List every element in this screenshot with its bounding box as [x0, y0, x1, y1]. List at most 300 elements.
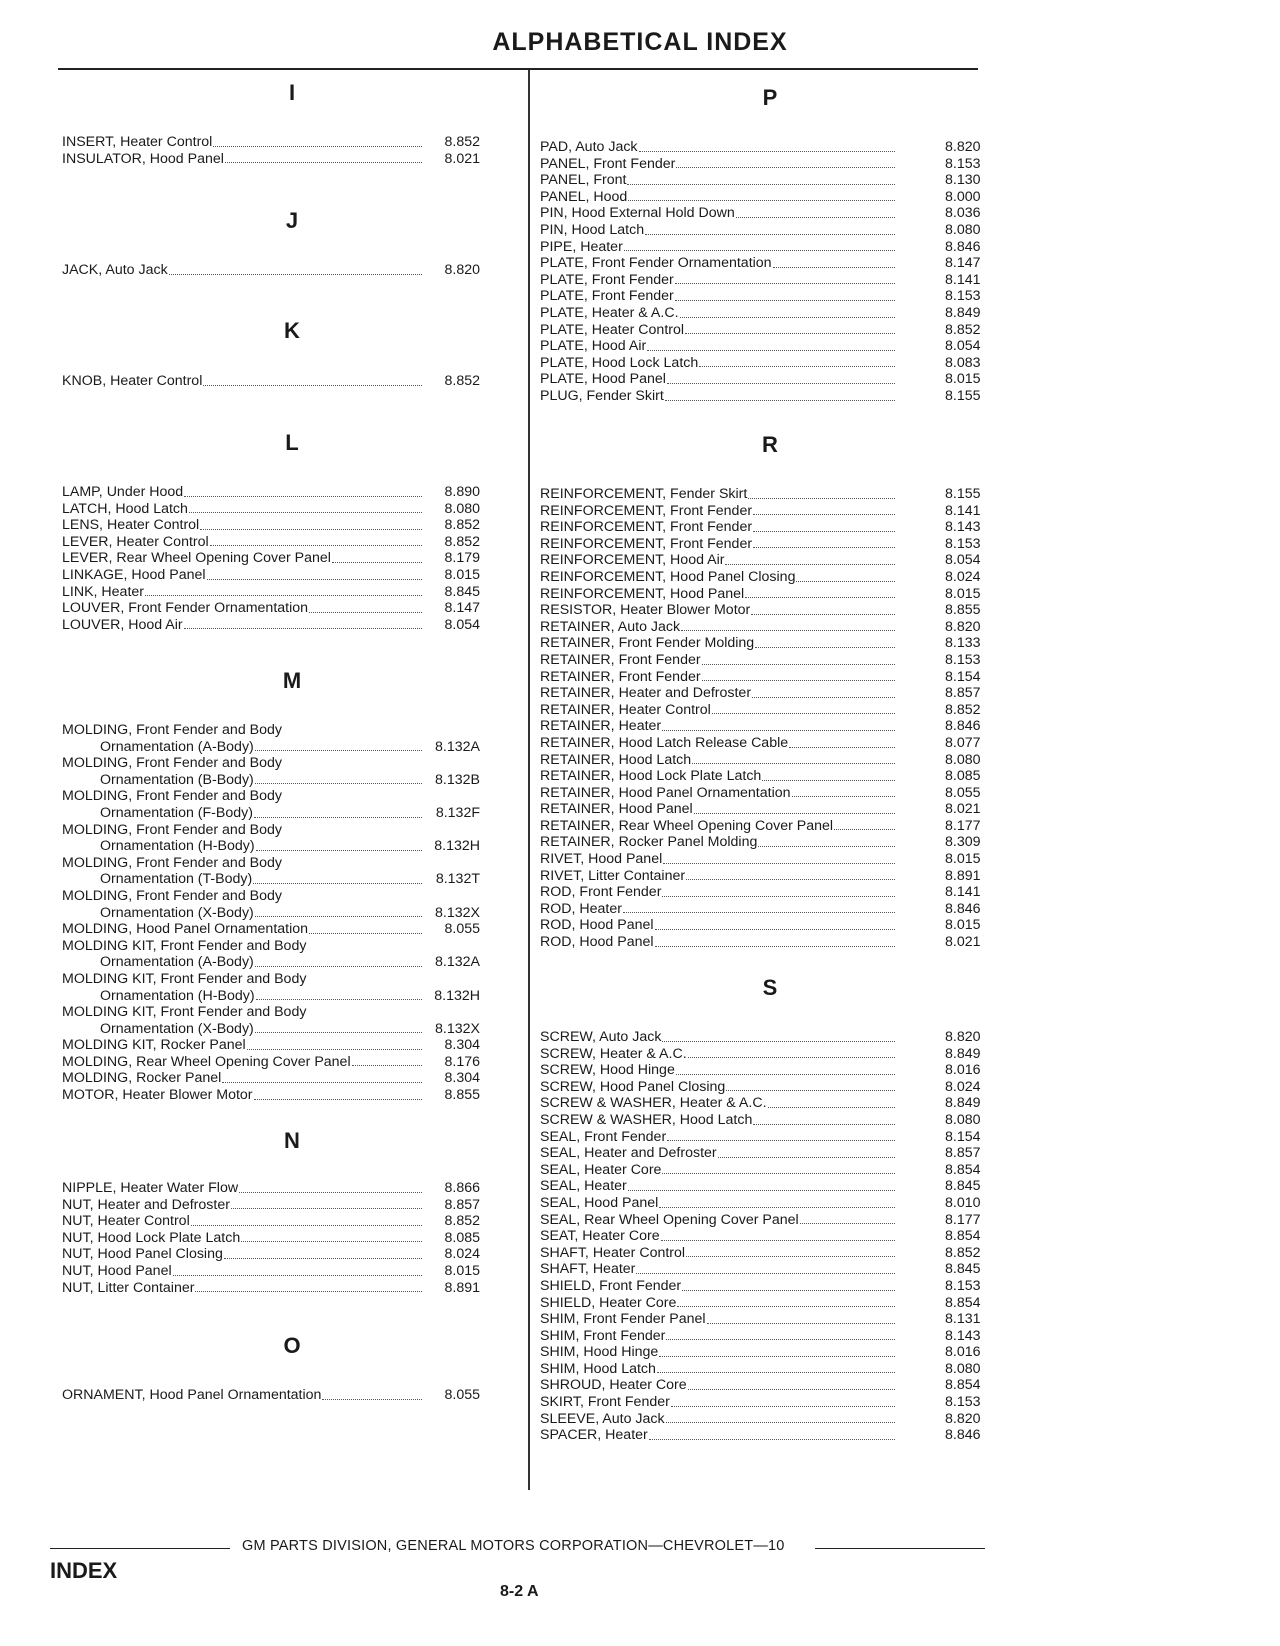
entry-page: 8.890 [444, 484, 480, 500]
entry-name: SEAT, Heater Core [540, 1228, 660, 1245]
dot-leader [169, 274, 422, 275]
entry-page: 8.132F [435, 804, 480, 821]
dot-leader [675, 283, 895, 284]
entry-name: PLATE, Heater Control [540, 321, 685, 338]
entry-page: 8.179 [444, 550, 480, 567]
entry-page: 8.147 [444, 600, 480, 617]
entry-page: 8.077 [945, 734, 981, 751]
entry-name: LOUVER, Hood Air [62, 616, 183, 633]
entry-page: 8.131 [945, 1311, 981, 1328]
dot-leader [254, 1099, 422, 1100]
entry-name: RETAINER, Hood Lock Plate Latch [540, 768, 762, 785]
entry-name: PLATE, Front Fender Ornamentation [540, 255, 772, 272]
entry-page: 8.024 [945, 1078, 981, 1095]
entry-name: MOTOR, Heater Blower Motor [62, 1087, 253, 1104]
entry-name: SEAL, Front Fender [540, 1128, 667, 1145]
dot-leader [255, 966, 422, 967]
section-letter-r: R [762, 432, 778, 457]
index-entry [62, 584, 480, 601]
entry-list-i [62, 134, 480, 167]
entry-name: RETAINER, Rear Wheel Opening Cover Panel [540, 817, 834, 834]
dot-leader [712, 713, 895, 714]
index-entry [62, 938, 480, 955]
entry-name: REINFORCEMENT, Hood Panel [540, 585, 745, 602]
index-entry [62, 888, 480, 905]
index-entry [540, 884, 997, 901]
dot-leader [662, 896, 895, 897]
entry-page: 8.820 [945, 139, 981, 155]
entry-page: 8.055 [444, 921, 480, 938]
index-entry [540, 1062, 997, 1079]
entry-page: 8.132B [435, 771, 480, 788]
index-entry [62, 1197, 480, 1214]
entry-name: NUT, Hood Panel [62, 1262, 172, 1279]
entry-page: 8.021 [945, 934, 981, 951]
index-entry [62, 550, 480, 567]
entry-name: SCREW & WASHER, Heater & A.C. [540, 1095, 767, 1112]
entry-page: 8.153 [945, 535, 981, 552]
entry-name: SEAL, Heater and Defroster [540, 1145, 717, 1162]
dot-leader [322, 1399, 422, 1400]
entry-name: MOLDING, Rocker Panel [62, 1070, 222, 1087]
dot-leader [184, 628, 422, 629]
entry-name: SEAL, Hood Panel [540, 1194, 659, 1211]
dot-leader [241, 1241, 422, 1242]
entry-name: SHROUD, Heater Core [540, 1377, 687, 1394]
entry-page: 8.132X [435, 1020, 480, 1037]
entry-page: 8.016 [945, 1344, 981, 1361]
entry-page: 8.854 [945, 1161, 981, 1178]
entry-name: SKIRT, Front Fender [540, 1394, 670, 1411]
dot-leader [748, 498, 895, 499]
entry-name: ROD, Heater [540, 900, 622, 917]
entry-page: 8.820 [945, 1410, 981, 1427]
dot-leader [195, 1291, 422, 1292]
entry-name: NUT, Hood Lock Plate Latch [62, 1229, 241, 1246]
entry-page: 8.154 [945, 668, 981, 685]
dot-leader [796, 581, 895, 582]
entry-name: SCREW & WASHER, Hood Latch [540, 1111, 753, 1128]
dot-leader [681, 630, 895, 631]
entry-page: 8.080 [945, 1360, 981, 1377]
entry-name: LINKAGE, Hood Panel [62, 566, 206, 583]
index-entry [540, 1295, 997, 1312]
index-entry [540, 1079, 997, 1096]
entry-page: 8.845 [444, 583, 480, 600]
entry-name: PLATE, Heater & A.C. [540, 304, 679, 321]
section-letter-o: O [283, 1333, 301, 1358]
index-entry [540, 1411, 997, 1428]
entry-page: 8.000 [945, 188, 981, 205]
entry-name: NUT, Litter Container [62, 1279, 195, 1296]
entry-name: PIPE, Heater [540, 238, 623, 255]
entry-page: 8.866 [444, 1180, 480, 1196]
entry-page: 8.015 [945, 585, 981, 602]
dot-leader [224, 1258, 422, 1259]
entry-name: MOLDING, Rear Wheel Opening Cover Panel [62, 1053, 351, 1070]
index-entry [62, 1387, 480, 1404]
dot-leader [628, 200, 895, 201]
index-entry [540, 1377, 997, 1394]
index-entry [540, 586, 997, 603]
index-entry [540, 868, 997, 885]
index-entry [540, 1311, 997, 1328]
entry-name: RETAINER, Front Fender [540, 668, 701, 685]
entry-page: 8.304 [444, 1037, 480, 1054]
index-entry [540, 205, 997, 222]
index-entry [540, 934, 997, 951]
entry-page: 8.016 [945, 1062, 981, 1079]
index-entry [540, 371, 997, 388]
entry-page: 8.143 [945, 1327, 981, 1344]
entry-name: SHAFT, Heater [540, 1261, 636, 1278]
entry-name: SEAL, Heater Core [540, 1161, 662, 1178]
index-entry [62, 1021, 480, 1038]
index-entry [540, 752, 997, 769]
column-divider [528, 70, 530, 1490]
entry-page: 8.177 [945, 1211, 981, 1228]
index-entry [62, 1246, 480, 1263]
dot-leader [682, 1290, 895, 1291]
entry-page: 8.021 [945, 801, 981, 818]
entry-page: 8.852 [945, 321, 981, 338]
dot-leader [655, 929, 895, 930]
entry-name: SHIELD, Front Fender [540, 1277, 682, 1294]
index-entry [540, 305, 997, 322]
entry-page: 8.133 [945, 635, 981, 652]
entry-page: 8.141 [945, 502, 981, 519]
entry-name: MOLDING, Front Fender and Body [62, 788, 282, 805]
entry-name: RETAINER, Hood Panel [540, 801, 693, 818]
index-entry [540, 272, 997, 289]
entry-name: Ornamentation (H-Body) [100, 987, 255, 1004]
entry-page: 8.085 [945, 768, 981, 785]
entry-page: 8.857 [444, 1196, 480, 1213]
index-entry [62, 1054, 480, 1071]
index-entry [540, 156, 997, 173]
index-entry [540, 635, 997, 652]
dot-leader [688, 1389, 895, 1390]
entry-name: LOUVER, Front Fender Ornamentation [62, 600, 309, 617]
entry-name: LINK, Heater [62, 583, 145, 600]
dot-leader [247, 1049, 422, 1050]
entry-name: Ornamentation (F-Body) [100, 804, 253, 821]
index-entry [540, 818, 997, 835]
dot-leader [758, 846, 895, 847]
entry-name: SCREW, Hood Hinge [540, 1062, 675, 1079]
dot-leader [666, 1422, 895, 1423]
entry-name: JACK, Auto Jack [62, 262, 168, 278]
index-entry [540, 901, 997, 918]
entry-name: PLATE, Hood Panel [540, 371, 666, 388]
footer-rule-left [50, 1548, 230, 1549]
entry-page: 8.153 [945, 1394, 981, 1411]
dot-leader [210, 545, 422, 546]
entry-name: Ornamentation (B-Body) [100, 771, 254, 788]
index-entry [62, 755, 480, 772]
entry-page: 8.891 [444, 1279, 480, 1296]
index-entry [540, 338, 997, 355]
entry-page: 8.055 [444, 1387, 480, 1403]
dot-leader [231, 1208, 422, 1209]
dot-leader [692, 763, 895, 764]
index-entry [540, 702, 997, 719]
index-entry [62, 1087, 480, 1104]
entry-name: REINFORCEMENT, Fender Skirt [540, 486, 748, 502]
index-entry [540, 1261, 997, 1278]
entry-page: 8.132X [435, 904, 480, 921]
entry-page: 8.846 [945, 900, 981, 917]
entry-name: MOLDING, Front Fender and Body [62, 854, 282, 871]
entry-name: Ornamentation (X-Body) [100, 904, 254, 921]
index-entry [62, 871, 480, 888]
index-entry [540, 834, 997, 851]
entry-page: 8.155 [945, 486, 981, 502]
index-entry [540, 1212, 997, 1229]
entry-name: RETAINER, Front Fender [540, 651, 701, 668]
entry-page: 8.891 [945, 867, 981, 884]
index-entry [540, 652, 997, 669]
entry-name: MOLDING KIT, Rocker Panel [62, 1037, 246, 1054]
entry-name: LEVER, Heater Control [62, 533, 209, 550]
section-letter-s: S [762, 975, 778, 1000]
index-entry [540, 569, 997, 586]
entry-name: MOLDING, Hood Panel Ornamentation [62, 921, 309, 938]
entry-page: 8.132T [435, 871, 480, 888]
entry-page: 8.849 [945, 304, 981, 321]
dot-leader [659, 1207, 895, 1208]
entry-page: 8.080 [945, 1111, 981, 1128]
entry-name: RETAINER, Front Fender Molding [540, 635, 755, 652]
entry-name: MOLDING, Front Fender and Body [62, 755, 282, 772]
entry-name: PANEL, Front [540, 172, 627, 189]
entry-page: 8.080 [444, 500, 480, 517]
dot-leader [145, 595, 422, 596]
entry-page: 8.857 [945, 1145, 981, 1162]
index-entry [62, 722, 480, 739]
dot-leader [624, 250, 895, 251]
entry-page: 8.085 [444, 1229, 480, 1246]
dot-leader [655, 946, 895, 947]
dot-leader [627, 184, 895, 185]
entry-page: 8.857 [945, 685, 981, 702]
dot-leader [666, 1339, 895, 1340]
entry-page: 8.130 [945, 172, 981, 189]
entry-name: MOLDING KIT, Front Fender and Body [62, 970, 307, 987]
index-entry [62, 484, 480, 501]
index-entry [62, 772, 480, 789]
dot-leader [207, 579, 422, 580]
dot-leader [663, 863, 895, 864]
index-entry [540, 1178, 997, 1195]
entry-name: MOLDING, Front Fender and Body [62, 821, 282, 838]
entry-page: 8.852 [444, 517, 480, 534]
entry-name: REINFORCEMENT, Hood Panel Closing [540, 568, 796, 585]
entry-name: Ornamentation (A-Body) [100, 954, 254, 971]
index-entry [62, 134, 480, 151]
dot-leader [753, 1124, 895, 1125]
entry-name: Ornamentation (H-Body) [100, 838, 255, 855]
index-entry [540, 239, 997, 256]
entry-name: SCREW, Hood Panel Closing [540, 1078, 726, 1095]
entry-page: 8.849 [945, 1095, 981, 1112]
index-entry [62, 822, 480, 839]
dot-leader [675, 300, 895, 301]
entry-page: 8.846 [945, 1427, 981, 1444]
index-entry [62, 1070, 480, 1087]
entry-name: SCREW, Auto Jack [540, 1029, 662, 1045]
dot-leader [753, 514, 895, 515]
entry-name: Ornamentation (A-Body) [100, 738, 254, 755]
index-entry [540, 355, 997, 372]
footer-rule-right [815, 1548, 985, 1549]
dot-leader [173, 1275, 422, 1276]
entry-list-r [540, 486, 997, 951]
index-entry [62, 600, 480, 617]
dot-leader [225, 162, 422, 163]
entry-name: REINFORCEMENT, Front Fender [540, 535, 753, 552]
entry-list-m [62, 722, 480, 1104]
entry-name: RETAINER, Hood Panel Ornamentation [540, 784, 791, 801]
entry-name: REINFORCEMENT, Front Fender [540, 502, 753, 519]
dot-leader [255, 1032, 422, 1033]
index-entry [540, 1029, 997, 1046]
entry-page: 8.153 [945, 155, 981, 172]
index-entry [540, 1344, 997, 1361]
index-entry [540, 917, 997, 934]
dot-leader [725, 564, 895, 565]
index-entry [62, 739, 480, 756]
index-entry [540, 1361, 997, 1378]
top-rule [58, 68, 978, 70]
dot-leader [699, 366, 895, 367]
dot-leader [239, 1192, 422, 1193]
entry-name: RIVET, Hood Panel [540, 851, 663, 868]
index-entry [62, 501, 480, 518]
index-entry [540, 685, 997, 702]
section-label: INDEX [50, 1558, 118, 1583]
entry-name: RETAINER, Hood Latch Release Cable [540, 734, 789, 751]
entry-name: PANEL, Hood [540, 188, 628, 205]
dot-leader [636, 1273, 895, 1274]
entry-page: 8.304 [444, 1070, 480, 1087]
entry-page: 8.852 [444, 533, 480, 550]
index-entry [62, 905, 480, 922]
entry-name: SHIM, Front Fender [540, 1327, 666, 1344]
section-letter-i: I [288, 80, 296, 105]
dot-leader [702, 664, 895, 665]
entry-name: Ornamentation (X-Body) [100, 1020, 254, 1037]
section-letter-l: L [285, 430, 299, 455]
index-entry [62, 1230, 480, 1247]
index-entry [62, 954, 480, 971]
dot-leader [222, 1082, 422, 1083]
index-entry [540, 288, 997, 305]
entry-name: ORNAMENT, Hood Panel Ornamentation [62, 1387, 322, 1403]
entry-name: NUT, Heater and Defroster [62, 1196, 230, 1213]
entry-name: RETAINER, Hood Latch [540, 751, 692, 768]
entry-page: 8.054 [945, 338, 981, 355]
entry-page: 8.054 [945, 552, 981, 569]
entry-name: ROD, Front Fender [540, 884, 662, 901]
dot-leader [768, 1107, 895, 1108]
entry-page: 8.141 [945, 884, 981, 901]
index-entry [540, 139, 997, 156]
dot-leader [255, 916, 422, 917]
entry-page: 8.055 [945, 784, 981, 801]
dot-leader [694, 813, 895, 814]
index-entry [62, 1263, 480, 1280]
entry-name: PLATE, Front Fender [540, 288, 674, 305]
entry-name: RESISTOR, Heater Blower Motor [540, 602, 751, 619]
entry-name: PLATE, Hood Air [540, 338, 647, 355]
entry-name: SEAL, Heater [540, 1178, 627, 1195]
dot-leader [189, 512, 422, 513]
dot-leader [688, 1057, 895, 1058]
dot-leader [677, 1306, 895, 1307]
entry-page: 8.854 [945, 1294, 981, 1311]
index-entry [540, 1328, 997, 1345]
index-entry [540, 189, 997, 206]
index-entry [62, 1180, 480, 1197]
entry-name: PLATE, Front Fender [540, 271, 674, 288]
index-entry [540, 486, 997, 503]
dot-leader [789, 747, 895, 748]
dot-leader [191, 1225, 422, 1226]
dot-leader [254, 817, 422, 818]
entry-name: RETAINER, Heater and Defroster [540, 685, 752, 702]
dot-leader [753, 547, 895, 548]
entry-page: 8.820 [945, 618, 981, 635]
index-entry [62, 1037, 480, 1054]
index-entry [540, 735, 997, 752]
entry-name: RETAINER, Heater Control [540, 701, 711, 718]
index-entry [62, 788, 480, 805]
dot-leader [671, 1406, 895, 1407]
entry-name: RETAINER, Auto Jack [540, 618, 681, 635]
dot-leader [659, 1356, 895, 1357]
dot-leader [800, 1223, 895, 1224]
index-entry [540, 172, 997, 189]
entry-page: 8.054 [444, 616, 480, 633]
dot-leader [200, 529, 422, 530]
page-title: ALPHABETICAL INDEX [492, 28, 788, 56]
dot-leader [736, 217, 895, 218]
entry-name: SPACER, Heater [540, 1427, 648, 1444]
entry-name: SHAFT, Heater Control [540, 1244, 686, 1261]
dot-leader [213, 146, 422, 147]
entry-list-s [540, 1029, 997, 1444]
entry-name: Ornamentation (T-Body) [100, 871, 253, 888]
entry-page: 8.147 [945, 255, 981, 272]
index-entry [62, 921, 480, 938]
entry-name: PLATE, Hood Lock Latch [540, 354, 699, 371]
index-entry [62, 1280, 480, 1297]
index-entry [540, 1129, 997, 1146]
entry-list-l [62, 484, 480, 633]
index-entry [540, 1162, 997, 1179]
dot-leader [686, 879, 895, 880]
index-entry [540, 602, 997, 619]
dot-leader [685, 333, 895, 334]
entry-page: 8.176 [444, 1053, 480, 1070]
dot-leader [665, 400, 895, 401]
entry-page: 8.852 [945, 1244, 981, 1261]
dot-leader [718, 1157, 895, 1158]
dot-leader [751, 614, 895, 615]
index-entry [540, 669, 997, 686]
entry-name: SCREW, Heater & A.C. [540, 1045, 687, 1062]
